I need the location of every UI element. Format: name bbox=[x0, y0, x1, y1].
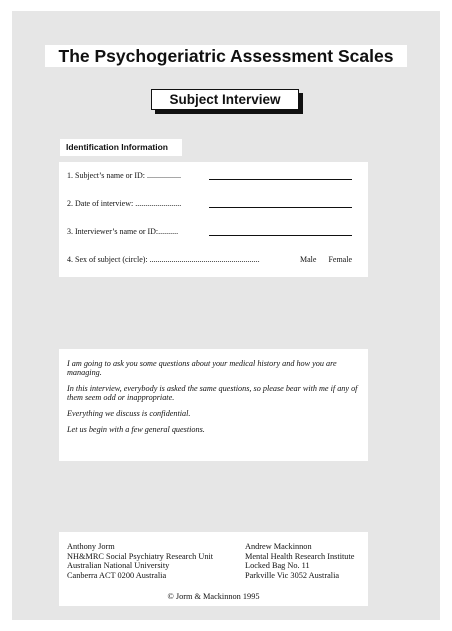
identification-header: Identification Information bbox=[60, 139, 182, 156]
address-line: Locked Bag No. 11 bbox=[245, 561, 310, 571]
identification-panel bbox=[59, 162, 368, 277]
interview-date-label: 2. Date of interview: ....................... bbox=[67, 199, 182, 208]
sex-options bbox=[300, 255, 352, 265]
intro-paragraph: I am going to ask you some questions about your medical history and how you are managing. bbox=[67, 359, 337, 377]
subject-name-field[interactable] bbox=[209, 179, 352, 180]
interview-intro-panel bbox=[59, 349, 368, 461]
sex-label: 4. Sex of subject (circle): ....................................................... bbox=[67, 255, 260, 264]
author-footer bbox=[59, 532, 368, 606]
address-line: Parkville Vic 3052 Australia bbox=[245, 570, 340, 580]
copyright-notice: © Jorm & Mackinnon 1995 bbox=[167, 592, 260, 601]
address-line: Andrew Mackinnon bbox=[245, 542, 312, 551]
subject-name-label: 1. Subject’s name or ID: ................. bbox=[67, 171, 181, 180]
sex-option-female[interactable]: Female bbox=[328, 255, 352, 264]
page-title: The Psychogeriatric Assessment Scales bbox=[45, 45, 407, 67]
address-line: NH&MRC Social Psychiatry Research Unit bbox=[67, 551, 214, 561]
address-line: Australian National University bbox=[67, 561, 170, 571]
interview-date-field[interactable] bbox=[209, 207, 352, 208]
author-address-left bbox=[67, 542, 213, 580]
address-line: Canberra ACT 0200 Australia bbox=[67, 570, 167, 580]
intro-paragraph: Everything we discuss is confidential. bbox=[67, 409, 191, 418]
address-line: Anthony Jorm bbox=[67, 542, 115, 551]
intro-paragraph: Let us begin with a few general questions. bbox=[67, 425, 205, 434]
interviewer-name-field[interactable] bbox=[209, 235, 352, 236]
sex-option-male[interactable]: Male bbox=[300, 255, 317, 264]
interviewer-name-label: 3. Interviewer’s name or ID:.......... bbox=[67, 227, 179, 236]
address-line: Mental Health Research Institute bbox=[245, 551, 355, 561]
intro-paragraph: In this interview, everybody is asked the same questions, so please bear with me if any of them seem odd or inappropriate. bbox=[67, 384, 358, 402]
section-title: Subject Interview bbox=[151, 89, 299, 110]
author-address-right bbox=[245, 542, 354, 580]
